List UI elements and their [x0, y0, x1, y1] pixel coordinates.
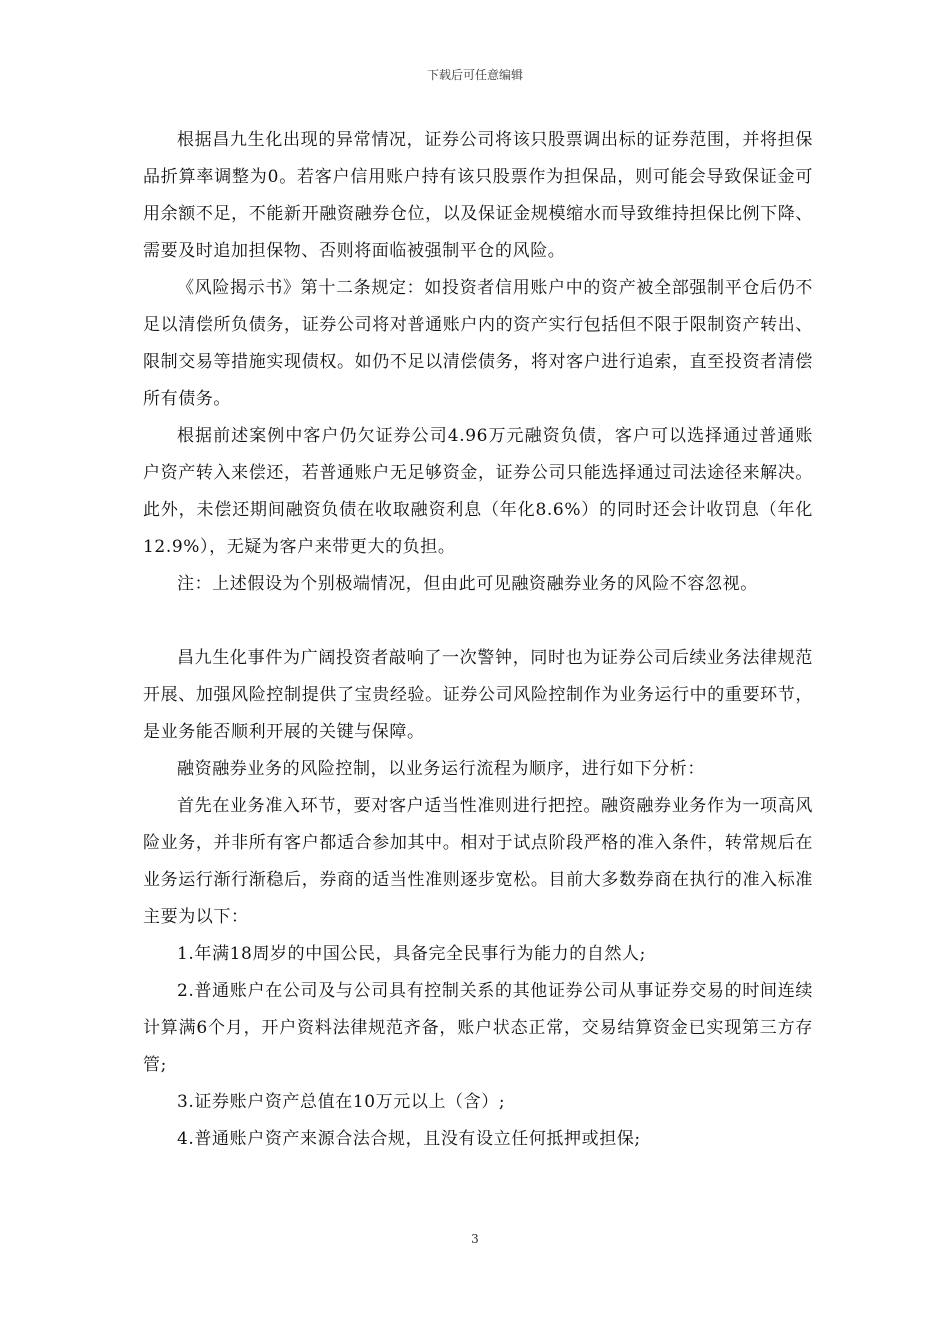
paragraph-risk-control-intro: 融资融券业务的风险控制，以业务运行流程为顺序，进行如下分析： [177, 759, 705, 779]
document-body [143, 122, 813, 1158]
list-item-criterion-4: 4.普通账户资产来源合法合规，且没有设立任何抵押或担保; [177, 1129, 641, 1149]
paragraph-case-debt: 根据前述案例中客户仍欠证券公司4.96万元融资负债，客户可以选择通过普通账户资产转入来偿还，若普通账户无足够资金，证券公司只能选择通过司法途径来解决。此外，未偿还期间融资负债在收取融资利息（年化8.6%）的同时还会计收罚息（年化12.9%），无疑为客户来带更大的负担。 [143, 426, 813, 557]
paragraph-note: 注：上述假设为个别极端情况，但由此可见融资融券业务的风险不容忽视。 [177, 574, 758, 594]
paragraph-collateral-risk: 根据昌九生化出现的异常情况，证券公司将该只股票调出标的证券范围，并将担保品折算率调整为0。若客户信用账户持有该只股票作为担保品，则可能会导致保证金可用余额不足，不能新开融资融券仓位，以及保证金规模缩水而导致维持担保比例下降、需要及时追加担保物、否则将面临被强制平仓的风险。 [143, 130, 813, 261]
page-header: 下载后可任意编辑 [426, 68, 523, 82]
paragraph-risk-disclosure: 《风险揭示书》第十二条规定：如投资者信用账户中的资产被全部强制平仓后仍不足以清偿所负债务，证券公司将对普通账户内的资产实行包括但不限于限制资产转出、限制交易等措施实现债权。如仍不足以清偿债务，将对客户进行追索，直至投资者清偿所有债务。 [143, 278, 813, 409]
paragraph-event-lesson: 昌九生化事件为广阔投资者敲响了一次警钟，同时也为证券公司后续业务法律规范开展、加强风险控制提供了宝贵经验。证券公司风险控制作为业务运行中的重要环节，是业务能否顺利开展的关键与保障。 [143, 648, 813, 742]
page-number: 3 [471, 1232, 479, 1246]
paragraph-access-suitability: 首先在业务准入环节，要对客户适当性准则进行把控。融资融券业务作为一项高风险业务，并非所有客户都适合参加其中。相对于试点阶段严格的准入条件，转常规后在业务运行渐行渐稳后，券商的适当性准则逐步宽松。目前大多数券商在执行的准入标准主要为以下： [143, 796, 813, 927]
list-item-criterion-2: 2.普通账户在公司及与公司具有控制关系的其他证券公司从事证券交易的时间连续计算满6个月，开户资料法律规范齐备，账户状态正常，交易结算资金已实现第三方存管; [143, 981, 813, 1075]
list-item-criterion-3: 3.证券账户资产总值在10万元以上（含）; [177, 1092, 506, 1112]
section-gap [143, 603, 813, 640]
list-item-criterion-1: 1.年满18周岁的中国公民，具备完全民事行为能力的自然人; [177, 944, 646, 964]
